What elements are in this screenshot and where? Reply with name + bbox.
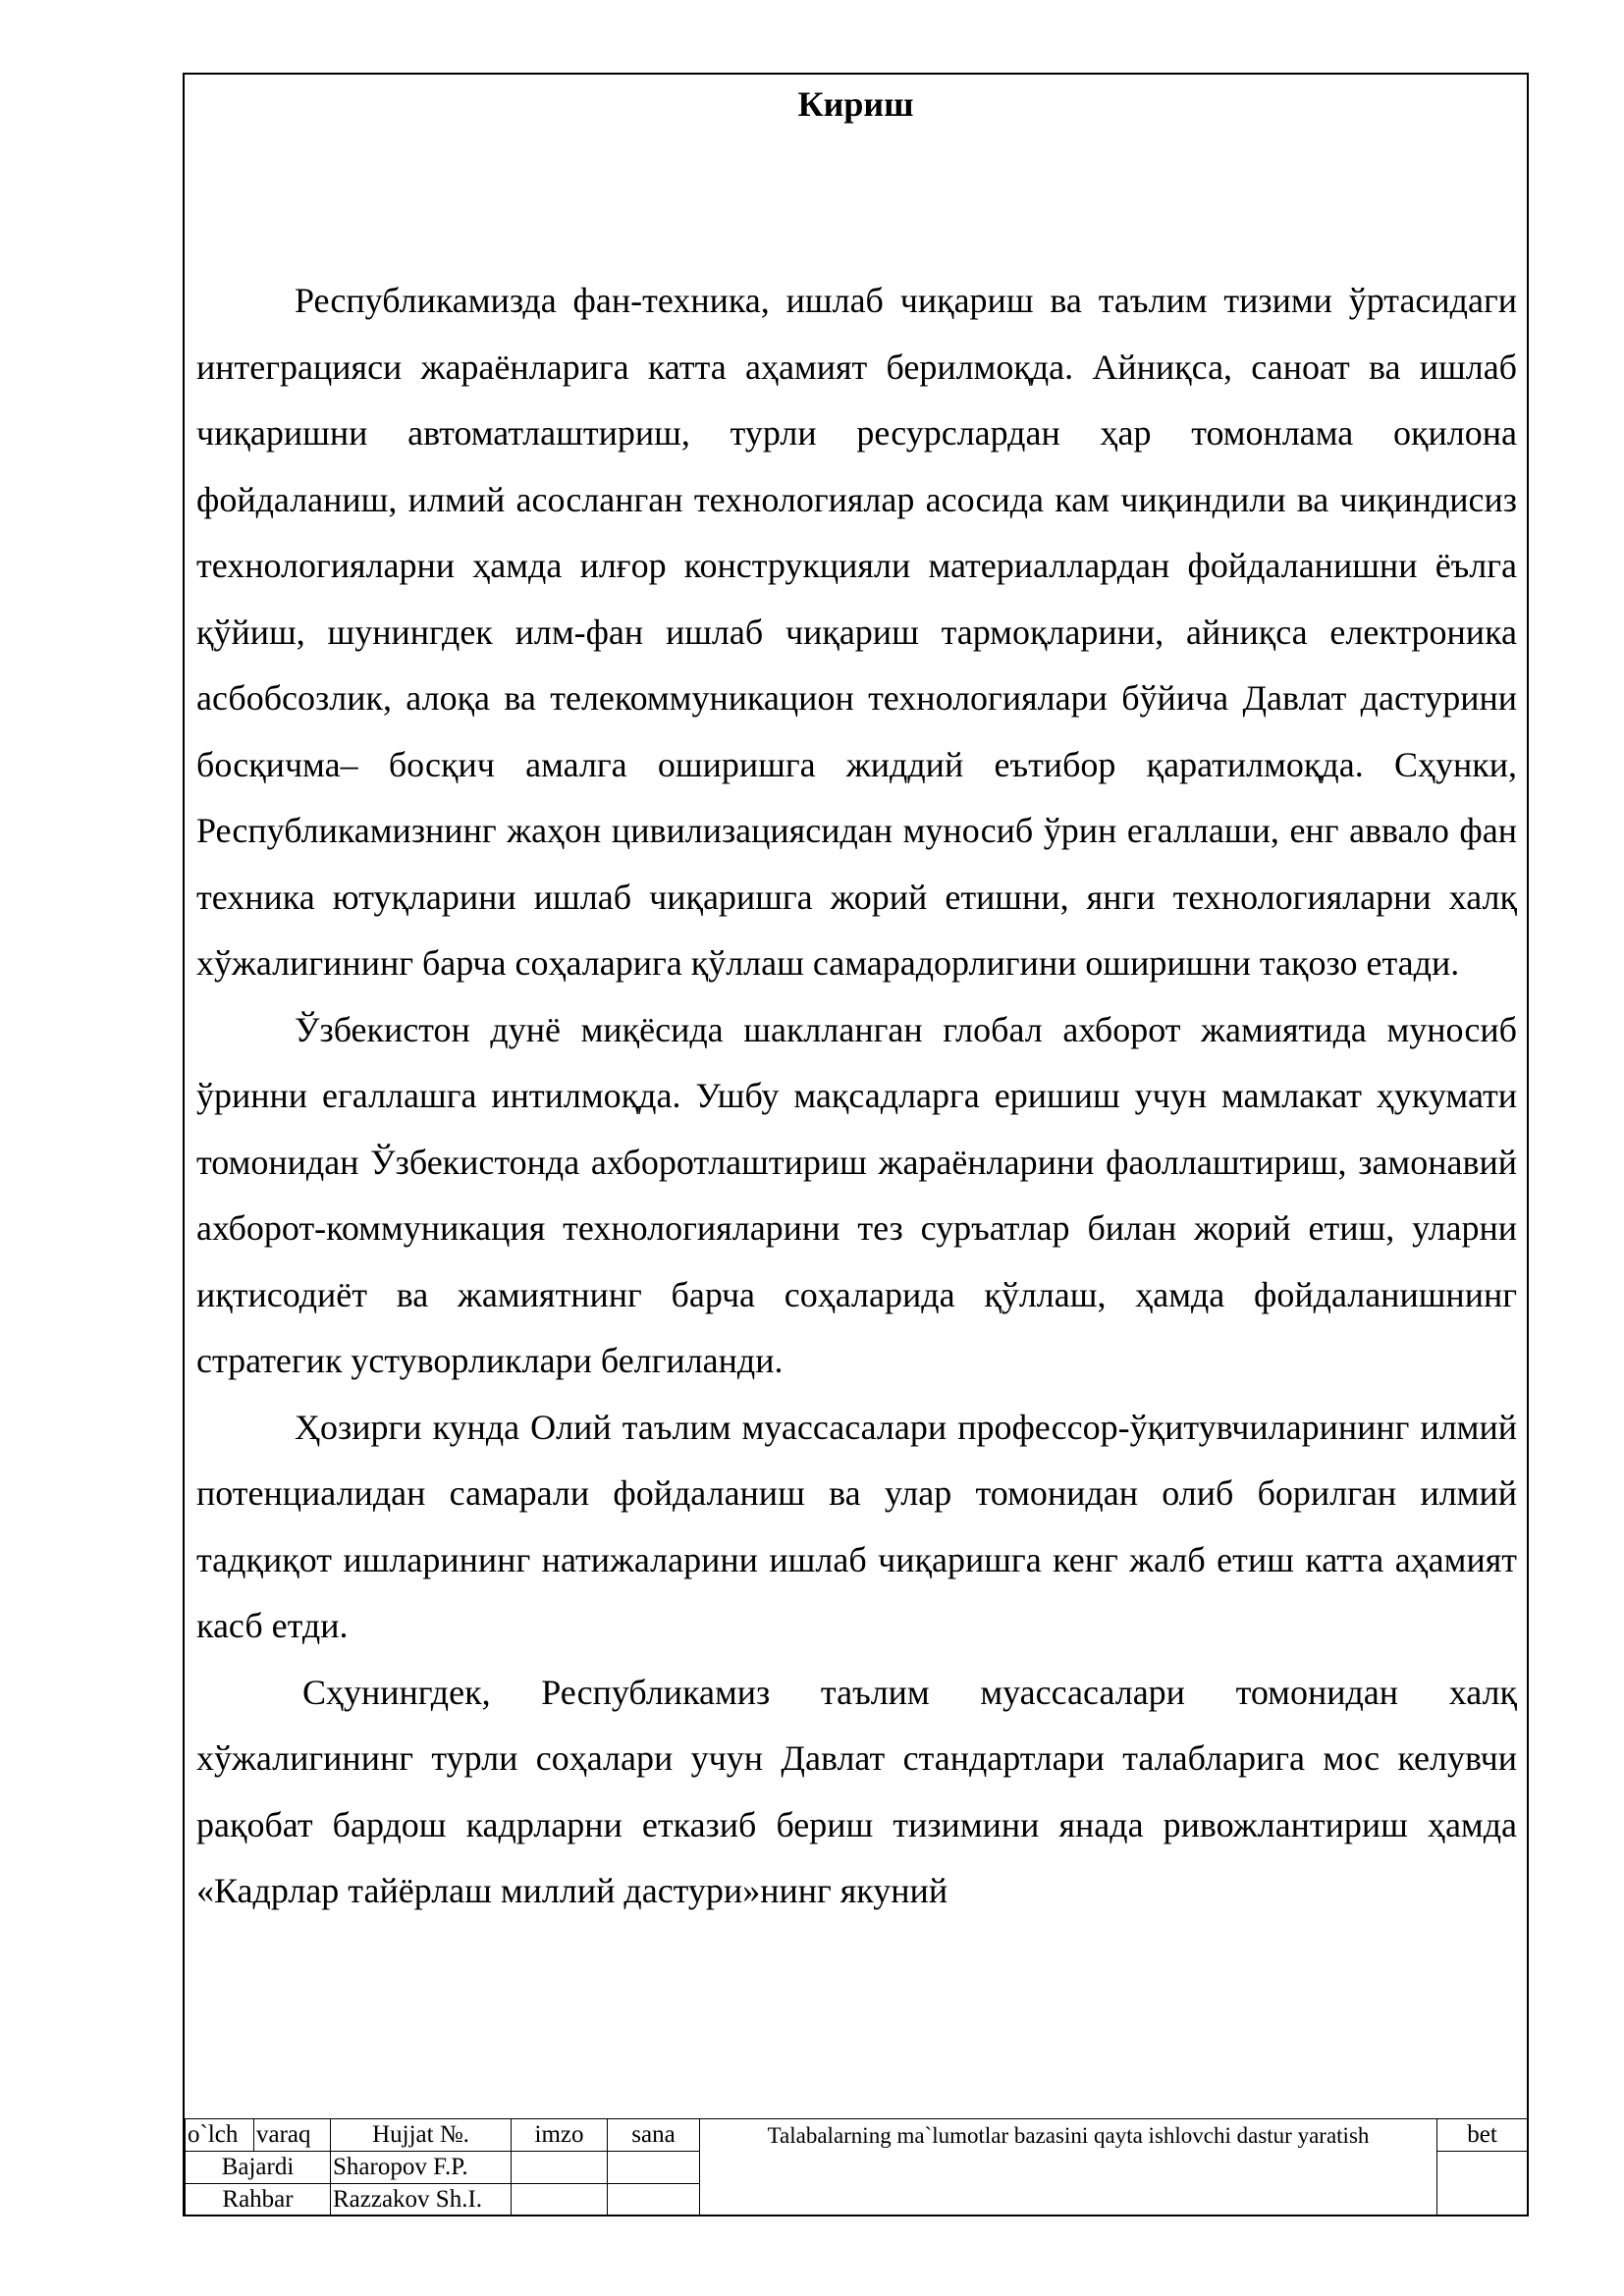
stamp-header-olch: o`lch: [186, 2119, 254, 2152]
page-title: Кириш: [797, 84, 914, 124]
stamp-header-row: [186, 2119, 1528, 2152]
stamp-header-varaq: varaq: [254, 2119, 331, 2152]
stamp-page-number: [1437, 2152, 1528, 2216]
stamp-header-imzo: imzo: [512, 2119, 608, 2152]
title-block-stamp: [185, 2118, 1528, 2216]
stamp-document-title: Talabalarning ma`lumotlar bazasini qayta ishlovchi dastur yaratish: [700, 2119, 1437, 2216]
stamp-sana-rahbar: [608, 2184, 700, 2216]
stamp-sana-bajardi: [608, 2152, 700, 2184]
stamp-imzo-rahbar: [512, 2184, 608, 2216]
stamp-role-rahbar: Rahbar: [186, 2184, 331, 2216]
paragraph-3: Ҳозирги кунда Олий таълим муассасалари профессор-ўқитувчиларининг илмий потенциалидан самарали фойдаланиш ва улар томонидан олиб борилган илмий тадқиқот ишларининг натижаларини ишлаб чиқаришга кенг жалб етиш катта аҳамият касб етди.: [196, 1407, 1517, 1645]
paragraph-4: Сҳунингдек, Республикамиз таълим муассасалари томонидан халқ хўжалигининг турли соҳалари учун Давлат стандартлари талабларига мос келувчи рақобат бардош кадрларни етказиб бериш тизимини янада ривожлантириш ҳамда «Кадрлар тайёрлаш миллий дастури»нинг якуний: [196, 1672, 1517, 1910]
paragraph-1: Республикамизда фан-техника, ишлаб чиқариш ва таълим тизими ўртасидаги интеграцияси жараёнларига катта аҳамият берилмоқда. Айниқса, саноат ва ишлаб чиқаришни автоматлаштириш, турли ресурслардан ҳар томонлама оқилона фойдаланиш, илмий асосланган технологиялар асосида кам чиқиндили ва чиқиндисиз технологияларни ҳамда илғор конструкцияли материаллардан фойдаланишни ёълга қўйиш, шунингдек илм-фан ишлаб чиқариш тармоқларини, айниқса електроника асбобсозлик, алоқа ва телекоммуникацион технологиялари бўйича Давлат дастурини босқичма– босқич амалга оширишга жиддий еътибор қаратилмоқда. Сҳунки, Республикамизнинг жаҳон цивилизациясидан муносиб ўрин егаллаши, енг аввало фан техника ютуқларини ишлаб чиқаришга жорий етишни, янги технологияларни халқ хўжалигининг барча соҳаларига қўллаш самарадорлигини оширишни тақозо етади.: [196, 281, 1517, 983]
page-frame: [183, 73, 1529, 2216]
stamp-name-rahbar: Razzakov Sh.I.: [331, 2184, 512, 2216]
stamp-header-hujjat: Hujjat №.: [331, 2119, 512, 2152]
document-body: [196, 268, 1517, 1925]
paragraph-2: Ўзбекистон дунё миқёсида шаклланган глобал ахборот жамиятида муносиб ўринни егаллашга интилмоқда. Ушбу мақсадларга еришиш учун мамлакат ҳукумати томонидан Ўзбекистонда ахборотлаштириш жараёнларини фаоллаштириш, замонавий ахборот-коммуникация технологияларини тез суръатлар билан жорий етиш, уларни иқтисодиёт ва жамиятнинг барча соҳаларида қўллаш, ҳамда фойдаланишнинг стратегик устуворликлари белгиланди.: [196, 1009, 1517, 1380]
stamp-imzo-bajardi: [512, 2152, 608, 2184]
stamp-header-sana: sana: [608, 2119, 700, 2152]
stamp-page-label: bet: [1437, 2119, 1528, 2152]
stamp-role-bajardi: Bajardi: [186, 2152, 331, 2184]
stamp-name-bajardi: Sharopov F.P.: [331, 2152, 512, 2184]
